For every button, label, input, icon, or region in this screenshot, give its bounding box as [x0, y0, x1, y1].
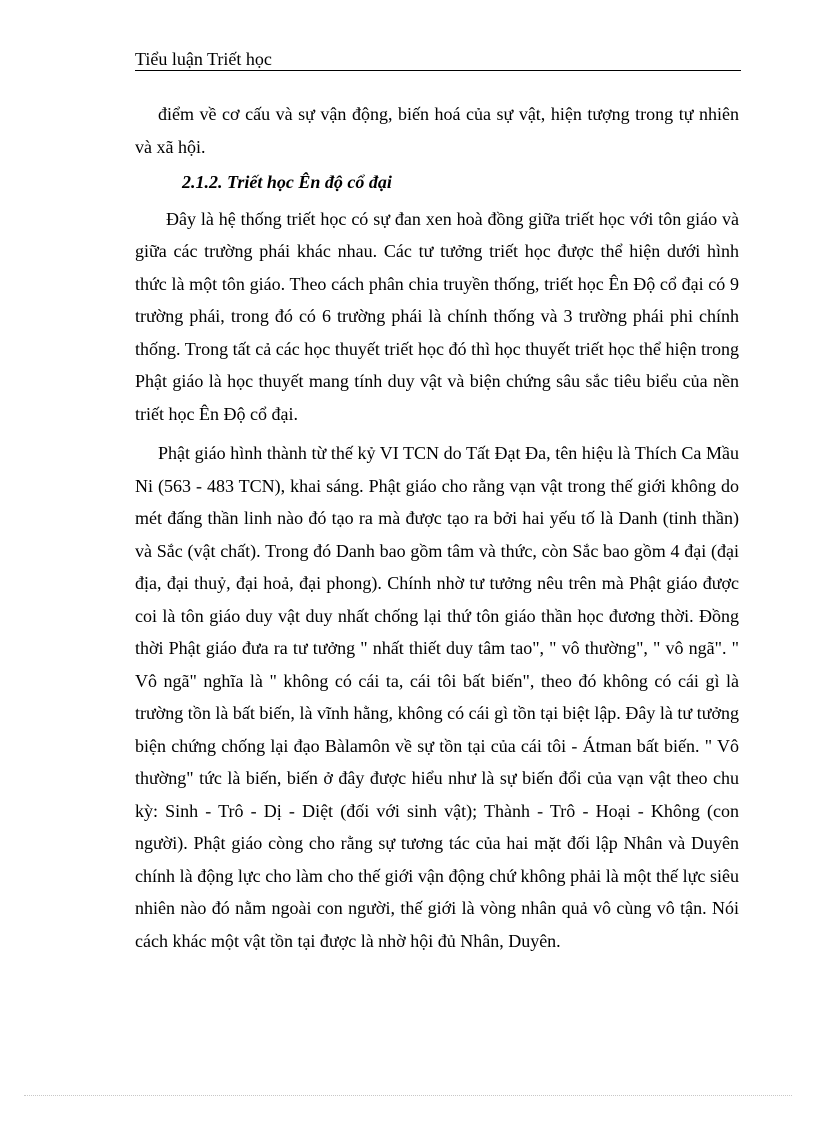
paragraph-2: Phật giáo hình thành từ thế kỷ VI TCN do Tất Đạt Đa, tên hiệu là Thích Ca Mầu Ni (563 - 483 TCN), khai sáng. Phật giáo cho rằng vạn vật trong thế giới không do mét đấng thần linh nào đó tạo ra mà được tạo ra bởi hai yếu tố là Danh (tinh thần) và Sắc (vật chất). Trong đó Danh bao gồm tâm và thức, còn Sắc bao gồm 4 đại (đại địa, đại thuỷ, đại hoả, đại phong). Chính nhờ tư tưởng nêu trên mà Phật giáo được coi là tôn giáo duy vật duy nhất chống lại thứ tôn giáo thần học đương thời. Đồng thời Phật giáo đưa ra tư tưởng " nhất thiết duy tâm tao", " vô thường", " vô ngã". " Vô ngã" nghĩa là " không có cái ta, cái tôi bất biến", theo đó không có cái gì là trường tồn là bất biến, là vĩnh hằng, không có cái gì tồn tại biệt lập. Đây là tư tưởng biện chứng chống lại đạo Bàlamôn về sự tồn tại của cái tôi - Átman bất biến. " Vô thường" tức là biến, biến ở đây được hiểu như là sự biến đổi của vạn vật theo chu kỳ: Sinh - Trô - Dị - Diệt (đối với sinh vật); Thành - Trô - Hoại - Không (con người). Phật giáo còng cho rằng sự tương tác của hai mặt đối lập Nhân và Duyên chính là động lực cho làm cho thế giới vận động chứ không phải là một thế lực siêu nhiên nào đó nằm ngoài con người, thế giới là vòng nhân quả vô cùng vô tận. Nói cách khác một vật tồn tại được là nhờ hội đủ Nhân, Duyên. [135, 443, 739, 951]
section-heading: 2.1.2. Triết học Ên độ cổ đại [182, 172, 392, 192]
paragraph-continued: điểm về cơ cấu và sự vận động, biến hoá của sự vật, hiện tượng trong tự nhiên và xã hội. [135, 104, 739, 157]
document-body [135, 98, 739, 957]
page-header-title: Tiểu luận Triết học [135, 49, 272, 69]
paragraph-1: Đây là hệ thống triết học có sự đan xen hoà đồng giữa triết học với tôn giáo và giữa các trường phái khác nhau. Các tư tưởng triết học được thể hiện dưới hình thức là một tôn giáo. Theo cách phân chia truyền thống, triết học Ên Độ cổ đại có 9 trường phái, trong đó có 6 trường phái là chính thống và 3 trường phái phi chính thống. Trong tất cả các học thuyết triết học đó thì học thuyết triết học thể hiện trong Phật giáo là học thuyết mang tính duy vật và biện chứng sâu sắc tiêu biểu của nền triết học Ên Độ cổ đại. [135, 208, 739, 424]
header-divider [135, 70, 741, 71]
footer-divider [24, 1095, 792, 1096]
